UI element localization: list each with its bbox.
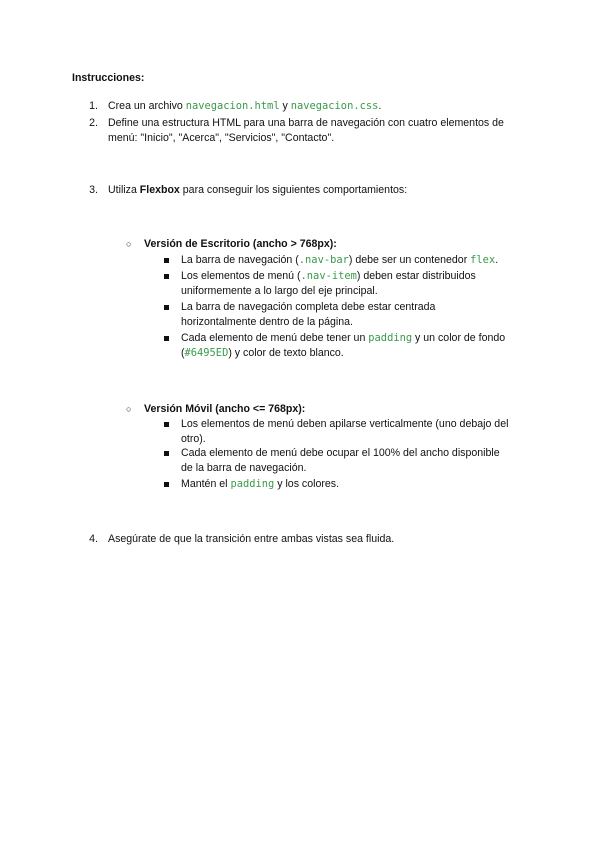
- square-bullet: [164, 274, 169, 279]
- desktop-title: Versión de Escritorio (ancho > 768px):: [144, 238, 337, 250]
- mobile-bullet-1-line-1: Los elementos de menú deben apilarse verticalmente (uno debajo del: [181, 418, 509, 430]
- desktop-bullet-3-line-2: horizontalmente dentro de la página.: [181, 316, 353, 328]
- desktop-bullet-1-text: [181, 252, 498, 268]
- step-4-text: Asegúrate de que la transición entre ambas vistas sea fluida.: [108, 533, 395, 545]
- step-3-text: [108, 182, 407, 198]
- step-1-text: [108, 98, 381, 114]
- desktop-bullet-3-line-1: La barra de navegación completa debe estar centrada: [181, 301, 436, 313]
- html-filename: navegacion.html: [185, 100, 280, 112]
- flexbox-term: Flexbox: [139, 184, 180, 196]
- step-2-line-1: Define una estructura HTML para una barra de navegación con cuatro elementos de: [108, 117, 504, 129]
- mobile-bullet-3-text: [181, 476, 339, 492]
- square-bullet: [164, 451, 169, 456]
- mobile-b3-a: Mantén el: [181, 478, 231, 490]
- desktop-b4-a: Cada elemento de menú debe tener un: [181, 332, 369, 344]
- css-filename: navegacion.css: [290, 100, 379, 112]
- mobile-b3-b: y los colores.: [274, 478, 340, 490]
- padding-property: padding: [230, 478, 275, 490]
- color-hex-value: #6495ED: [184, 347, 229, 359]
- nav-item-class: .nav-item: [300, 270, 357, 282]
- square-bullet: [164, 482, 169, 487]
- desktop-b4-c: (: [181, 347, 185, 359]
- flex-value: flex: [470, 254, 496, 266]
- desktop-b1-a: La barra de navegación (: [181, 254, 299, 266]
- square-bullet: [164, 305, 169, 310]
- desktop-b1-b: ) debe ser un contenedor: [348, 254, 471, 266]
- mobile-bullet-2-line-2: de la barra de navegación.: [181, 462, 307, 474]
- desktop-b4-d: ) y color de texto blanco.: [228, 347, 344, 359]
- step-2-number: 2.: [89, 117, 98, 129]
- desktop-b1-c: .: [495, 254, 499, 266]
- square-bullet: [164, 258, 169, 263]
- square-bullet: [164, 422, 169, 427]
- desktop-b4-b: y un color de fondo: [412, 332, 506, 344]
- mobile-bullet-1-line-2: otro).: [181, 433, 206, 445]
- step-3-number: 3.: [89, 184, 98, 196]
- step-4-number: 4.: [89, 533, 98, 545]
- desktop-b2-a: Los elementos de menú (: [181, 270, 301, 282]
- step-1-text-a: Crea un archivo: [108, 100, 186, 112]
- mobile-bullet-2-line-1: Cada elemento de menú debe ocupar el 100% del ancho disponible: [181, 447, 500, 459]
- mobile-title: Versión Móvil (ancho <= 768px):: [144, 403, 306, 415]
- step-2-line-2: menú: "Inicio", "Acerca", "Servicios", "Contacto".: [108, 132, 335, 144]
- desktop-circle-marker: ○: [126, 239, 132, 249]
- nav-bar-class: .nav-bar: [298, 254, 349, 266]
- desktop-bullet-2-line-2: uniformemente a lo largo del eje principal.: [181, 285, 378, 297]
- step-3-text-a: Utiliza: [108, 184, 140, 196]
- instructions-heading: Instrucciones:: [72, 72, 145, 84]
- desktop-b2-b: ) deben estar distribuidos: [356, 270, 476, 282]
- padding-property: padding: [368, 332, 413, 344]
- mobile-circle-marker: ○: [126, 404, 132, 414]
- desktop-bullet-4-line-1: [181, 330, 505, 346]
- step-1-number: 1.: [89, 100, 98, 112]
- desktop-bullet-2-line-1: [181, 268, 476, 284]
- step-1-text-c: .: [378, 100, 382, 112]
- step-1-text-b: y: [279, 100, 291, 112]
- square-bullet: [164, 336, 169, 341]
- desktop-bullet-4-line-2: [181, 345, 344, 361]
- step-3-text-b: para conseguir los siguientes comportamientos:: [179, 184, 408, 196]
